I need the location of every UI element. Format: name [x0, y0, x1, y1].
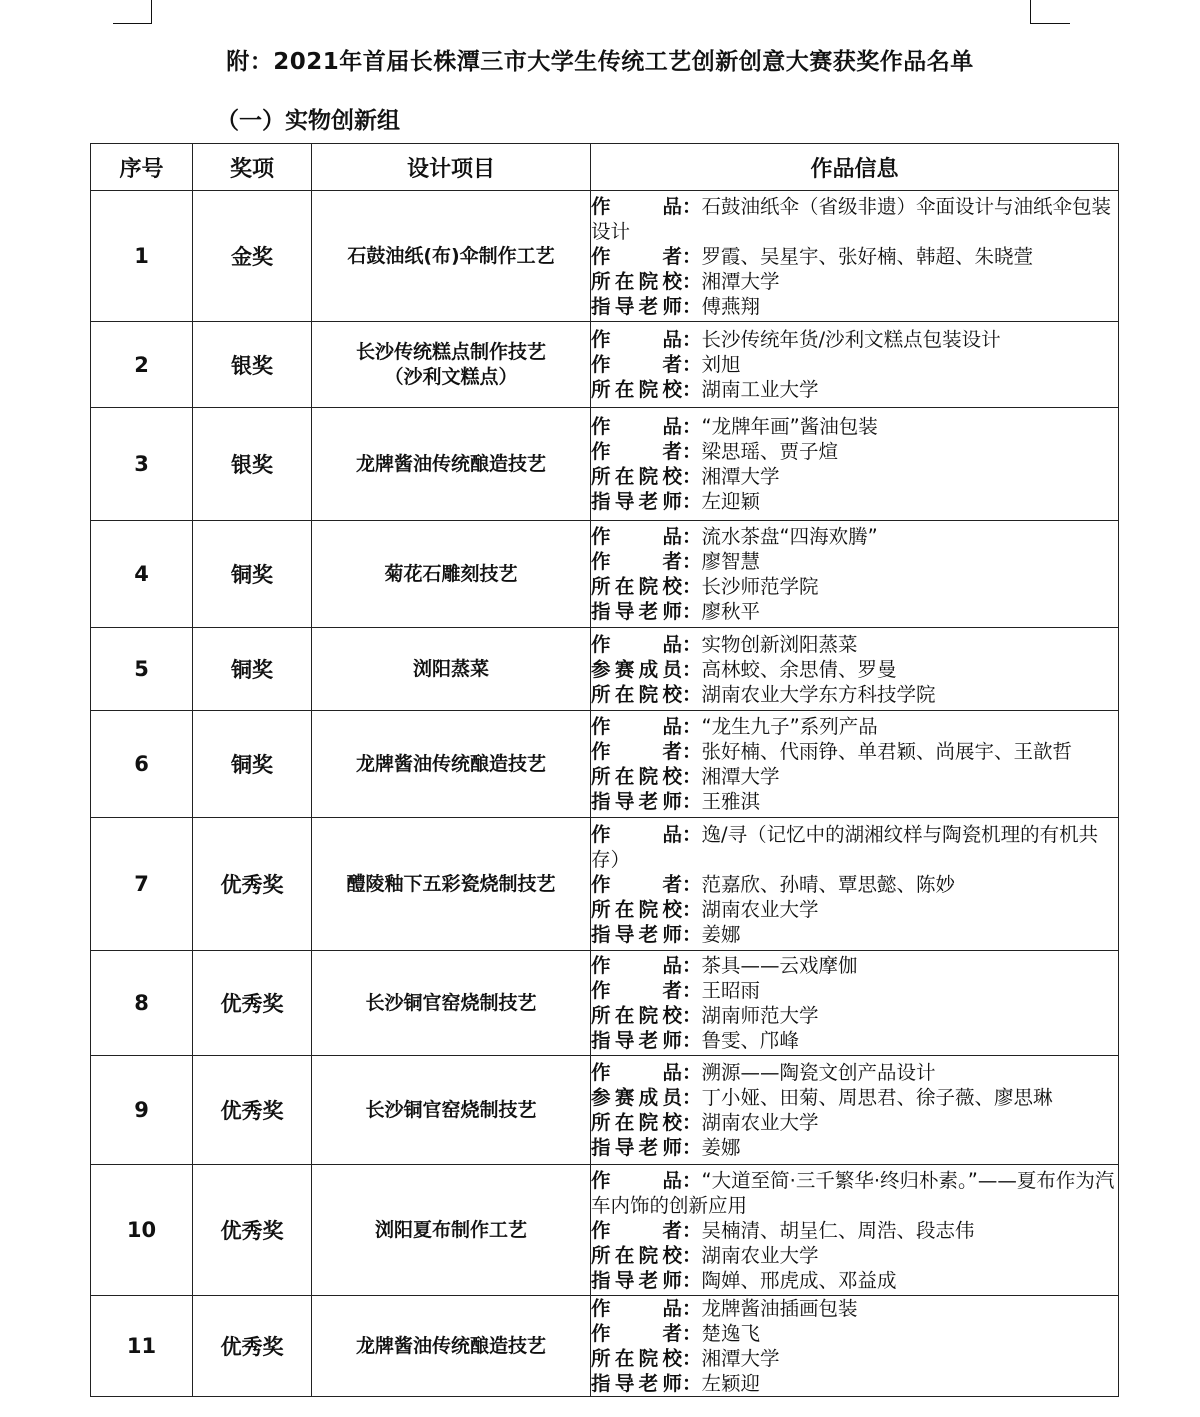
info-label: 所在院校 — [591, 465, 682, 488]
work-info-cell — [591, 1056, 1119, 1165]
table-row — [91, 951, 1119, 1056]
info-label: 所在院校 — [591, 378, 682, 401]
info-label: 作者 — [591, 353, 682, 376]
info-line — [591, 714, 1118, 739]
info-label: 所在院校 — [591, 1347, 682, 1370]
info-label: 所在院校 — [591, 1111, 682, 1134]
info-label: 作者 — [591, 244, 682, 268]
info-value: 梁思瑶、贾子煊 — [701, 440, 839, 463]
info-label: 所在院校 — [591, 682, 682, 706]
row-number: 2 — [91, 322, 193, 408]
info-line — [591, 1296, 1118, 1321]
design-project-cell — [312, 628, 591, 711]
colon-separator: ： — [682, 1086, 702, 1109]
work-info-cell — [591, 408, 1119, 521]
colon-separator: ： — [682, 415, 702, 438]
row-number: 9 — [91, 1056, 193, 1165]
info-line — [591, 1371, 1118, 1396]
info-label: 参赛成员 — [591, 1086, 682, 1109]
row-number: 1 — [91, 191, 193, 322]
design-project-cell — [312, 191, 591, 322]
info-value: 刘旭 — [701, 353, 741, 376]
design-project-cell — [312, 1296, 591, 1397]
colon-separator: ： — [682, 378, 702, 401]
info-label: 作者 — [591, 740, 682, 763]
info-line — [591, 978, 1118, 1003]
award-level: 优秀奖 — [193, 818, 312, 951]
info-value: 范嘉欣、孙晴、覃思懿、陈妙 — [701, 872, 956, 896]
info-label: 所在院校 — [591, 1004, 682, 1027]
info-label: 参赛成员 — [591, 657, 682, 681]
table-row — [91, 521, 1119, 628]
info-value: 龙牌酱油插画包装 — [701, 1297, 858, 1320]
colon-separator: ： — [682, 244, 702, 268]
info-value: 湖南农业大学 — [701, 1111, 819, 1134]
info-line — [591, 1168, 1118, 1218]
design-project: 醴陵釉下五彩瓷烧制技艺 — [346, 872, 556, 895]
work-info-cell — [591, 951, 1119, 1056]
award-level: 优秀奖 — [193, 951, 312, 1056]
colon-separator: ： — [682, 979, 702, 1002]
info-line — [591, 657, 1118, 682]
info-line — [591, 1243, 1118, 1268]
colon-separator: ： — [682, 1029, 702, 1052]
info-label: 所在院校 — [591, 1243, 682, 1267]
row-number: 8 — [91, 951, 193, 1056]
award-level: 金奖 — [193, 191, 312, 322]
table-row — [91, 1296, 1119, 1397]
colon-separator: ： — [682, 294, 702, 318]
info-line — [591, 352, 1118, 377]
colon-separator: ： — [682, 353, 702, 376]
crop-mark-top-right — [1030, 23, 1070, 24]
info-line — [591, 739, 1118, 764]
colon-separator: ： — [682, 657, 702, 681]
info-value: “大道至简·三千繁华·终归朴素。”——夏布作为汽车内饰的创新应用 — [591, 1168, 1115, 1217]
colon-separator: ： — [682, 1322, 702, 1345]
info-line — [591, 489, 1118, 514]
info-label: 作品 — [591, 632, 682, 656]
info-value: 廖智慧 — [701, 550, 761, 573]
work-info-cell — [591, 521, 1119, 628]
design-project-cell — [312, 1056, 591, 1165]
info-label: 作品 — [591, 525, 682, 548]
info-value: 楚逸飞 — [701, 1322, 761, 1345]
info-line — [591, 1060, 1118, 1085]
info-line — [591, 1218, 1118, 1243]
design-project: 龙牌酱油传统酿造技艺 — [355, 1334, 546, 1357]
colon-separator: ： — [682, 632, 702, 656]
info-line — [591, 822, 1118, 872]
info-line — [591, 327, 1118, 352]
info-label: 指导老师 — [591, 490, 682, 513]
info-label: 指导老师 — [591, 1268, 682, 1292]
info-label: 所在院校 — [591, 269, 682, 293]
award-level: 银奖 — [193, 408, 312, 521]
info-label: 所在院校 — [591, 897, 682, 921]
info-label: 作者 — [591, 1218, 682, 1242]
info-value: 湖南师范大学 — [701, 1004, 819, 1027]
info-line — [591, 244, 1118, 269]
colon-separator: ： — [682, 1168, 702, 1192]
info-value: 左颖迎 — [701, 1372, 761, 1395]
info-label: 指导老师 — [591, 1136, 682, 1159]
design-project-cell — [312, 521, 591, 628]
table-row — [91, 408, 1119, 521]
colon-separator: ： — [682, 525, 702, 548]
design-project-cell — [312, 711, 591, 818]
info-label: 所在院校 — [591, 575, 682, 598]
row-number: 7 — [91, 818, 193, 951]
info-label: 作品 — [591, 328, 682, 351]
info-line — [591, 897, 1118, 922]
colon-separator: ： — [682, 897, 702, 921]
colon-separator: ： — [682, 1268, 702, 1292]
design-project-cell — [312, 951, 591, 1056]
colon-separator: ： — [682, 1372, 702, 1395]
colon-separator: ： — [682, 1297, 702, 1320]
info-label: 作者 — [591, 872, 682, 896]
design-project: 长沙铜官窑烧制技艺 — [365, 991, 537, 1014]
info-label: 指导老师 — [591, 1029, 682, 1052]
colon-separator: ： — [682, 872, 702, 896]
colon-separator: ： — [682, 490, 702, 513]
design-project: 长沙铜官窑烧制技艺 — [365, 1098, 537, 1121]
info-label: 作品 — [591, 1168, 682, 1192]
info-label: 指导老师 — [591, 1372, 682, 1395]
crop-mark-top-right — [1030, 0, 1031, 23]
colon-separator: ： — [682, 922, 702, 946]
info-line — [591, 789, 1118, 814]
info-value: 湘潭大学 — [701, 465, 780, 488]
design-project: 浏阳夏布制作工艺 — [374, 1218, 527, 1241]
info-line — [591, 1003, 1118, 1028]
table-row — [91, 191, 1119, 322]
info-label: 作者 — [591, 1322, 682, 1345]
colon-separator: ： — [682, 194, 702, 218]
work-info-cell — [591, 818, 1119, 951]
info-line — [591, 1268, 1118, 1293]
award-level: 铜奖 — [193, 628, 312, 711]
info-value: 鲁雯、邝峰 — [701, 1029, 800, 1052]
row-number: 11 — [91, 1296, 193, 1397]
info-line — [591, 439, 1118, 464]
design-project-cell — [312, 322, 591, 408]
row-number: 6 — [91, 711, 193, 818]
work-info-cell — [591, 1165, 1119, 1296]
info-value: 吴楠清、胡呈仁、周浩、段志伟 — [701, 1218, 975, 1242]
design-project: 龙牌酱油传统酿造技艺 — [355, 752, 546, 775]
colon-separator: ： — [682, 1111, 702, 1134]
info-value: 姜娜 — [701, 1136, 741, 1159]
info-value: 王雅淇 — [701, 790, 761, 813]
info-line — [591, 764, 1118, 789]
colon-separator: ： — [682, 575, 702, 598]
info-label: 作品 — [591, 415, 682, 438]
colon-separator: ： — [682, 822, 702, 846]
design-project: 菊花石雕刻技艺 — [384, 562, 518, 585]
info-value: 溯源——陶瓷文创产品设计 — [701, 1061, 936, 1084]
info-line — [591, 1321, 1118, 1346]
info-value: 茶具——云戏摩伽 — [701, 954, 858, 977]
info-value: “龙生九子”系列产品 — [701, 715, 878, 738]
document-title: 附：2021年首届长株潭三市大学生传统工艺创新创意大赛获奖作品名单 — [226, 49, 974, 75]
colon-separator: ： — [682, 682, 702, 706]
table-header-row — [91, 144, 1119, 191]
info-value: 湖南农业大学 — [701, 1243, 819, 1267]
design-project-cell — [312, 818, 591, 951]
info-line — [591, 377, 1118, 402]
info-value: 罗霞、吴星宇、张好楠、韩超、朱晓萱 — [701, 244, 1034, 268]
info-value: 湘潭大学 — [701, 765, 780, 788]
colon-separator: ： — [682, 1243, 702, 1267]
design-project-subtitle: （沙利文糕点） — [384, 365, 518, 388]
info-value: 湘潭大学 — [701, 269, 780, 293]
colon-separator: ： — [682, 465, 702, 488]
colon-separator: ： — [682, 328, 702, 351]
info-value: 逸/寻（记忆中的湖湘纹样与陶瓷机理的有机共存） — [591, 822, 1099, 871]
row-number: 10 — [91, 1165, 193, 1296]
info-label: 作者 — [591, 550, 682, 573]
header-design-project: 设计项目 — [312, 144, 591, 191]
info-line — [591, 953, 1118, 978]
info-line — [591, 464, 1118, 489]
info-value: 傅燕翔 — [701, 294, 761, 318]
design-project-cell — [312, 408, 591, 521]
table-row — [91, 1056, 1119, 1165]
work-info-cell — [591, 322, 1119, 408]
table-row — [91, 818, 1119, 951]
row-number: 3 — [91, 408, 193, 521]
info-line — [591, 682, 1118, 707]
info-value: 丁小娅、田菊、周思君、徐子薇、廖思琳 — [701, 1086, 1053, 1109]
info-value: 湖南工业大学 — [701, 378, 819, 401]
colon-separator: ： — [682, 1061, 702, 1084]
work-info-cell — [591, 1296, 1119, 1397]
colon-separator: ： — [682, 715, 702, 738]
info-value: 陶婵、邢虎成、邓益成 — [701, 1268, 897, 1292]
award-level: 优秀奖 — [193, 1165, 312, 1296]
colon-separator: ： — [682, 1004, 702, 1027]
info-line — [591, 1028, 1118, 1053]
info-value: 张好楠、代雨铮、单君颖、尚展宇、王歆哲 — [701, 740, 1073, 763]
info-label: 作品 — [591, 954, 682, 977]
info-line — [591, 1085, 1118, 1110]
colon-separator: ： — [682, 1136, 702, 1159]
info-label: 作者 — [591, 440, 682, 463]
info-label: 指导老师 — [591, 922, 682, 946]
info-line — [591, 922, 1118, 947]
info-label: 作者 — [591, 979, 682, 1002]
header-award: 奖项 — [193, 144, 312, 191]
info-value: 湘潭大学 — [701, 1347, 780, 1370]
colon-separator: ： — [682, 790, 702, 813]
colon-separator: ： — [682, 269, 702, 293]
colon-separator: ： — [682, 550, 702, 573]
info-line — [591, 574, 1118, 599]
colon-separator: ： — [682, 740, 702, 763]
info-value: 湖南农业大学 — [701, 897, 819, 921]
colon-separator: ： — [682, 440, 702, 463]
award-level: 优秀奖 — [193, 1296, 312, 1397]
info-label: 作品 — [591, 194, 682, 218]
info-value: “龙牌年画”酱油包装 — [701, 415, 878, 438]
info-line — [591, 599, 1118, 624]
info-line — [591, 1135, 1118, 1160]
info-line — [591, 549, 1118, 574]
work-info-cell — [591, 191, 1119, 322]
row-number: 5 — [91, 628, 193, 711]
design-project: 石鼓油纸(布)伞制作工艺 — [347, 244, 555, 267]
header-work-info: 作品信息 — [591, 144, 1119, 191]
table-row — [91, 628, 1119, 711]
award-level: 铜奖 — [193, 521, 312, 628]
design-project: 浏阳蒸菜 — [412, 657, 489, 680]
info-value: 廖秋平 — [701, 600, 761, 623]
info-line — [591, 1110, 1118, 1135]
awards-table — [90, 143, 1119, 1397]
info-value: 实物创新浏阳蒸菜 — [701, 632, 858, 656]
info-line — [591, 872, 1118, 897]
info-label: 作品 — [591, 1297, 682, 1320]
award-level: 银奖 — [193, 322, 312, 408]
info-value: 石鼓油纸伞（省级非遗）伞面设计与油纸伞包装设计 — [591, 194, 1112, 243]
info-label: 作品 — [591, 1061, 682, 1084]
info-value: 流水茶盘“四海欢腾” — [701, 525, 878, 548]
crop-mark-top-left — [113, 23, 152, 24]
info-label: 指导老师 — [591, 294, 682, 318]
info-label: 指导老师 — [591, 600, 682, 623]
row-number: 4 — [91, 521, 193, 628]
info-value: 姜娜 — [701, 922, 741, 946]
award-level: 铜奖 — [193, 711, 312, 818]
colon-separator: ： — [682, 1347, 702, 1370]
info-line — [591, 294, 1118, 319]
info-label: 所在院校 — [591, 765, 682, 788]
info-value: 长沙师范学院 — [701, 575, 819, 598]
info-label: 指导老师 — [591, 790, 682, 813]
section-heading: （一）实物创新组 — [216, 108, 400, 134]
crop-mark-top-left — [151, 0, 152, 23]
info-line — [591, 194, 1118, 244]
table-row — [91, 322, 1119, 408]
info-line — [591, 524, 1118, 549]
info-value: 王昭雨 — [701, 979, 761, 1002]
colon-separator: ： — [682, 954, 702, 977]
design-project-cell — [312, 1165, 591, 1296]
table-body — [91, 191, 1119, 1397]
info-line — [591, 269, 1118, 294]
info-line — [591, 632, 1118, 657]
info-value: 湖南农业大学东方科技学院 — [701, 682, 936, 706]
info-value: 高林蛟、余思倩、罗曼 — [701, 657, 897, 681]
award-level: 优秀奖 — [193, 1056, 312, 1165]
info-line — [591, 414, 1118, 439]
info-line — [591, 1346, 1118, 1371]
colon-separator: ： — [682, 765, 702, 788]
table-row — [91, 1165, 1119, 1296]
design-project: 长沙传统糕点制作技艺 — [355, 340, 546, 363]
work-info-cell — [591, 628, 1119, 711]
colon-separator: ： — [682, 1218, 702, 1242]
info-label: 作品 — [591, 822, 682, 846]
info-value: 长沙传统年货/沙利文糕点包装设计 — [701, 328, 1001, 351]
header-number: 序号 — [91, 144, 193, 191]
info-label: 作品 — [591, 715, 682, 738]
design-project: 龙牌酱油传统酿造技艺 — [355, 452, 546, 475]
table-row — [91, 711, 1119, 818]
work-info-cell — [591, 711, 1119, 818]
info-value: 左迎颖 — [701, 490, 761, 513]
colon-separator: ： — [682, 600, 702, 623]
